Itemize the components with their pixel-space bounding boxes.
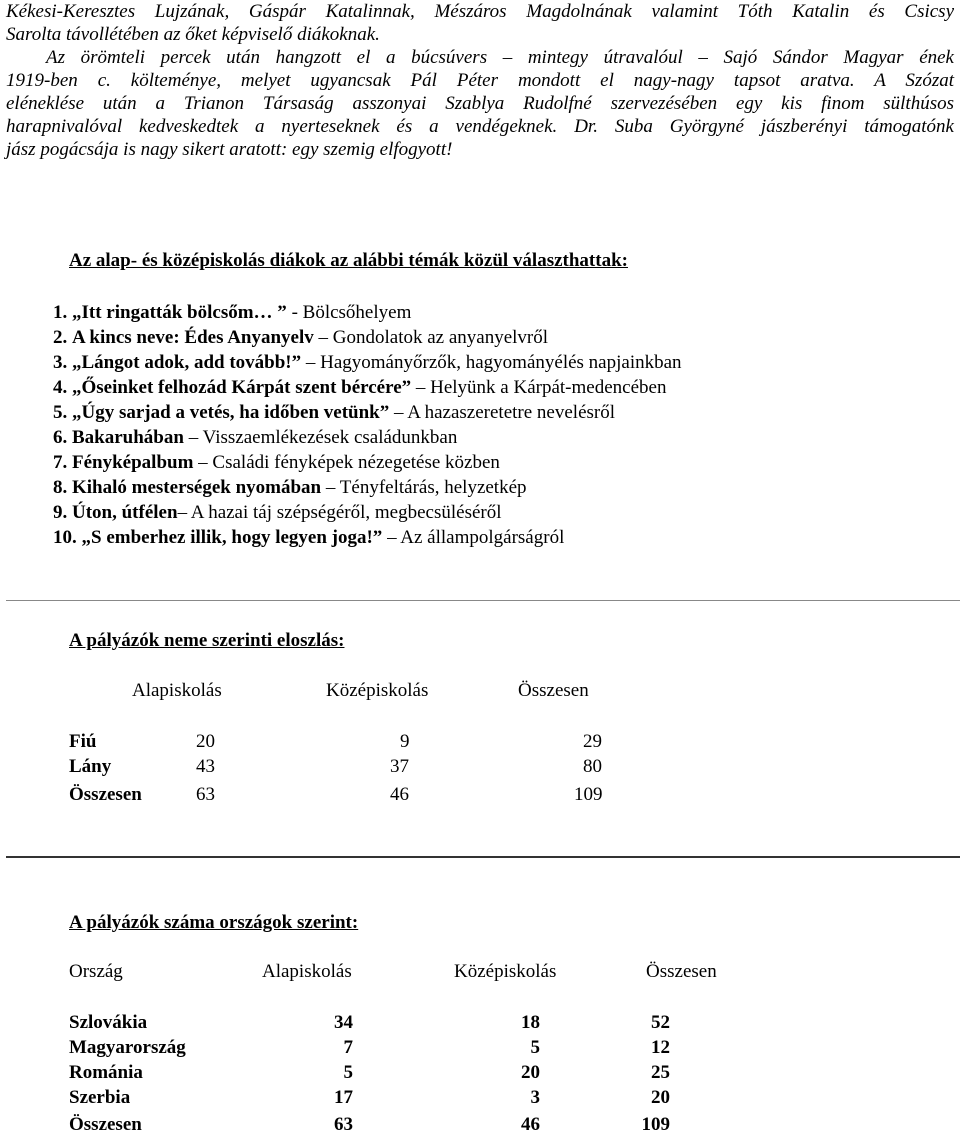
topic-number: 5. [53, 402, 68, 423]
topic-item [53, 400, 682, 425]
topic-item [53, 475, 682, 500]
topic-separator: – [313, 327, 333, 348]
topic-separator: – [183, 427, 203, 448]
table-cell: 25 [651, 1062, 670, 1083]
topic-separator: – [382, 527, 401, 548]
table-cell: 20 [196, 731, 215, 752]
topic-title: „Őseinket felhozád Kárpát szent bércére” [72, 377, 412, 398]
table-cell: 37 [390, 756, 409, 777]
topic-separator: – [389, 402, 408, 423]
row-label: Románia [69, 1062, 143, 1083]
topic-title: Úton, útfélen [72, 502, 178, 523]
section-divider [6, 600, 960, 601]
topics-heading: Az alap- és középiskolás diákok az alábbi témák közül választhattak: [69, 250, 628, 271]
table-cell: 18 [521, 1012, 540, 1033]
intro-line: Sarolta távollétében az őket képviselő diákoknak. [6, 24, 380, 45]
topic-number: 10. [53, 527, 77, 548]
topic-number: 3. [53, 352, 68, 373]
topic-description: A hazai táj szépségéről, megbecsüléséről [190, 502, 502, 523]
column-header: Középiskolás [454, 961, 557, 982]
topic-title: Fényképalbum [72, 452, 194, 473]
topic-number: 4. [53, 377, 68, 398]
topic-item [53, 425, 682, 450]
column-header: Ország [69, 961, 123, 982]
topic-description: Helyünk a Kárpát-medencében [430, 377, 667, 398]
table-cell: 80 [583, 756, 602, 777]
table-cell: 63 [334, 1114, 353, 1135]
topic-item [53, 325, 682, 350]
topic-item [53, 500, 682, 525]
table-cell: 109 [641, 1114, 670, 1135]
column-header: Összesen [518, 680, 589, 701]
topic-description: Gondolatok az anyanyelvről [332, 327, 549, 348]
row-label: Magyarország [69, 1037, 186, 1058]
column-header: Alapiskolás [132, 680, 222, 701]
topic-title: A kincs neve: Édes Anyanyelv [72, 327, 314, 348]
table-cell: 63 [196, 784, 215, 805]
topic-separator: – [321, 477, 340, 498]
topic-description: Visszaemlékezések családunkban [202, 427, 458, 448]
topic-item [53, 375, 682, 400]
topic-description: Tényfeltárás, helyzetkép [339, 477, 527, 498]
table-cell: 43 [196, 756, 215, 777]
topic-description: Családi fényképek nézegetése közben [212, 452, 500, 473]
table-cell: 29 [583, 731, 602, 752]
topic-number: 6. [53, 427, 68, 448]
column-header: Alapiskolás [262, 961, 352, 982]
topic-separator: - [286, 302, 303, 323]
topics-list [53, 300, 682, 550]
topic-title: „Úgy sarjad a vetés, ha időben vetünk” [72, 402, 390, 423]
topic-description: Hagyományőrzők, hagyományélés napjainkban [320, 352, 682, 373]
table-cell: 5 [343, 1062, 353, 1083]
topic-number: 8. [53, 477, 68, 498]
column-header: Középiskolás [326, 680, 429, 701]
topic-description: Bölcsőhelyem [302, 302, 412, 323]
intro-line: 1919-ben c. költeménye, melyet ugyancsak Pál Péter mondott el nagy-nagy tapsot aratva. A Szózat [6, 70, 954, 91]
topic-separator: – [301, 352, 321, 373]
intro-line: Kékesi-Keresztes Lujzának, Gáspár Katalinnak, Mészáros Magdolnának valamint Tóth Katalin és Csicsy [6, 1, 954, 22]
country-table-heading: A pályázók száma országok szerint: [69, 912, 359, 933]
row-label: Lány [69, 756, 112, 777]
table-cell: 109 [574, 784, 603, 805]
section-divider [6, 856, 960, 858]
table-cell: 3 [530, 1087, 540, 1108]
table-cell: 20 [521, 1062, 540, 1083]
table-cell: 46 [521, 1114, 540, 1135]
row-label: Összesen [69, 784, 142, 805]
table-cell: 17 [334, 1087, 353, 1108]
intro-line: harapnivalóval kedveskedtek a nyerteseknek és a vendégeknek. Dr. Suba Györgyné jászberényi támogatónk [6, 116, 954, 137]
table-cell: 7 [343, 1037, 353, 1058]
topic-number: 9. [53, 502, 68, 523]
gender-table-heading: A pályázók neme szerinti eloszlás: [69, 630, 345, 651]
table-cell: 5 [530, 1037, 540, 1058]
table-cell: 20 [651, 1087, 670, 1108]
row-label: Szerbia [69, 1087, 131, 1108]
topic-title: „Itt ringatták bölcsőm… ” [72, 302, 287, 323]
table-cell: 9 [400, 731, 410, 752]
topic-number: 7. [53, 452, 68, 473]
table-cell: 12 [651, 1037, 670, 1058]
topic-separator: – [193, 452, 213, 473]
topic-separator: – [411, 377, 431, 398]
topic-item [53, 450, 682, 475]
topic-title: Bakaruhában [72, 427, 184, 448]
topic-title: Kihaló mesterségek nyomában [72, 477, 322, 498]
intro-paragraph [6, 0, 954, 161]
topic-item [53, 525, 682, 550]
intro-line: eléneklése után a Trianon Társaság asszonyai Szablya Rudolfné szervezésében egy kis finom sülthúsos [6, 93, 954, 114]
topic-description: A hazaszeretetre nevelésről [407, 402, 616, 423]
table-cell: 52 [651, 1012, 670, 1033]
topic-item [53, 300, 682, 325]
intro-line: Az örömteli percek után hangzott el a búcsúvers – mintegy útravalóul – Sajó Sándor Magyar ének [46, 47, 954, 68]
topic-item [53, 350, 682, 375]
topic-description: Az állampolgárságról [400, 527, 565, 548]
topic-number: 2. [53, 327, 68, 348]
row-label: Fiú [69, 731, 97, 752]
topic-title: „S emberhez illik, hogy legyen joga!” [81, 527, 383, 548]
column-header: Összesen [646, 961, 717, 982]
topic-title: „Lángot adok, add tovább!” [72, 352, 302, 373]
row-label: Szlovákia [69, 1012, 148, 1033]
table-cell: 46 [390, 784, 409, 805]
table-cell: 34 [334, 1012, 353, 1033]
intro-line: jász pogácsája is nagy sikert aratott: egy szemig elfogyott! [6, 139, 453, 160]
topic-number: 1. [53, 302, 68, 323]
topic-separator: – [177, 502, 191, 523]
row-label: Összesen [69, 1114, 142, 1135]
